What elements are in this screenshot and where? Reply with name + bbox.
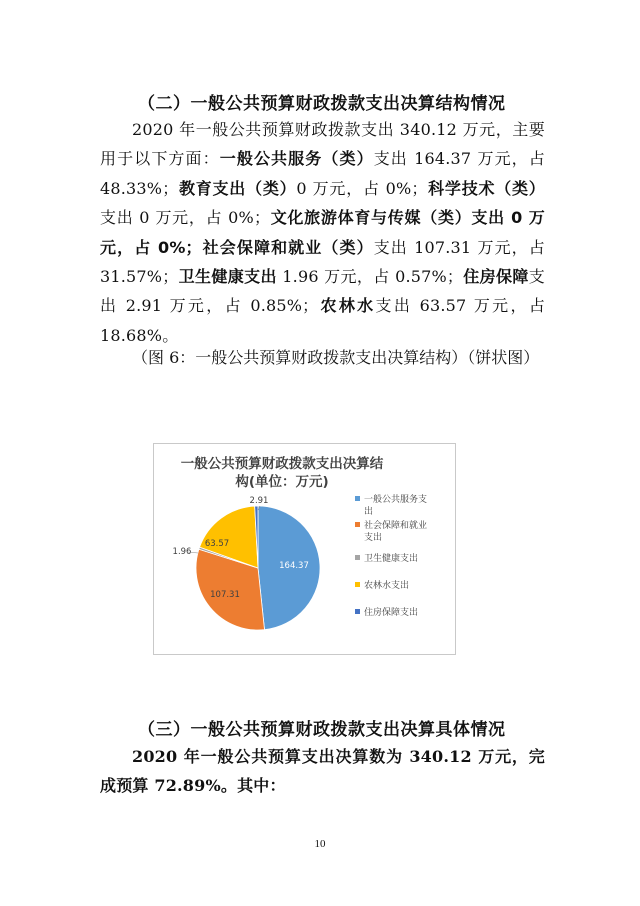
pie-data-label: 164.37	[279, 561, 309, 571]
item-name: 科学技术（类）	[427, 178, 545, 198]
section-heading-3: （三）一般公共预算财政拨款支出决算具体情况	[138, 720, 506, 740]
legend-swatch	[355, 609, 360, 614]
legend-label-cont: 支出	[364, 533, 383, 543]
item-name: 卫生健康支出	[178, 267, 277, 287]
pie-data-label: 107.31	[210, 590, 240, 600]
item-name: 文化旅游体育与传媒（类）支出 0 万元，占 0%；	[100, 208, 546, 257]
legend-swatch	[355, 555, 360, 560]
budget-detail-paragraph	[100, 742, 545, 801]
legend-label: 一般公共服务支	[364, 495, 428, 505]
item-name: 教育支出（类）	[178, 178, 297, 198]
item-name: 住房保障	[463, 267, 529, 287]
item-desc: 1.96 万元，占 0.57%；	[276, 267, 464, 287]
figure-caption-text: （图 6：一般公共预算财政拨款支出决算结构）（饼状图）	[132, 348, 540, 367]
item-desc: 0 万元，占 0%；	[296, 178, 428, 198]
item-desc: 支出 63.57 万元，占 18.68%。	[100, 296, 546, 345]
pie-chart	[154, 444, 455, 654]
legend-label: 社会保障和就业	[364, 521, 428, 531]
chart-title-line1: 一般公共预算财政拨款支出决算结	[180, 456, 384, 472]
item-desc: 支出 164.37 万元，占 48.33%；	[100, 149, 545, 198]
item-name: 社会保障和就业（类）	[201, 237, 374, 257]
legend-swatch	[355, 582, 360, 587]
item-name: 一般公共服务（类）	[219, 149, 374, 169]
item-desc: 支出 107.31 万元，占 31.57%；	[100, 237, 545, 287]
item-name: 农林水	[318, 296, 376, 316]
pie-data-label: 2.91	[249, 496, 269, 506]
item-desc: 支出 2.91 万元，占 0.85%；	[100, 267, 545, 316]
item-desc: 支出 0 万元，占 0%；	[100, 208, 271, 228]
pie-data-label: 1.96	[172, 547, 192, 557]
legend-label: 卫生健康支出	[364, 554, 419, 564]
figure-caption	[100, 343, 545, 372]
pie-chart-box	[153, 443, 456, 655]
budget-detail-text: 2020 年一般公共预算支出决算数为 340.12 万元，完成预算 72.89%。其中：	[100, 747, 545, 796]
chart-title-line2: 构(单位：万元)	[235, 474, 329, 490]
section-heading-2: （二）一般公共预算财政拨款支出决算结构情况	[138, 94, 506, 114]
intro-text: 2020 年一般公共预算财政拨款支出 340.12 万元，主要用于以下方面：	[100, 120, 545, 169]
page-number: 10	[314, 838, 326, 850]
budget-structure-paragraph	[100, 115, 545, 350]
legend-label: 农林水支出	[364, 581, 410, 591]
legend-swatch	[355, 496, 360, 501]
legend-label: 住房保障支出	[364, 608, 419, 618]
legend-label-cont: 出	[364, 507, 374, 517]
legend-swatch	[355, 522, 360, 527]
pie-data-label: 63.57	[204, 539, 230, 549]
